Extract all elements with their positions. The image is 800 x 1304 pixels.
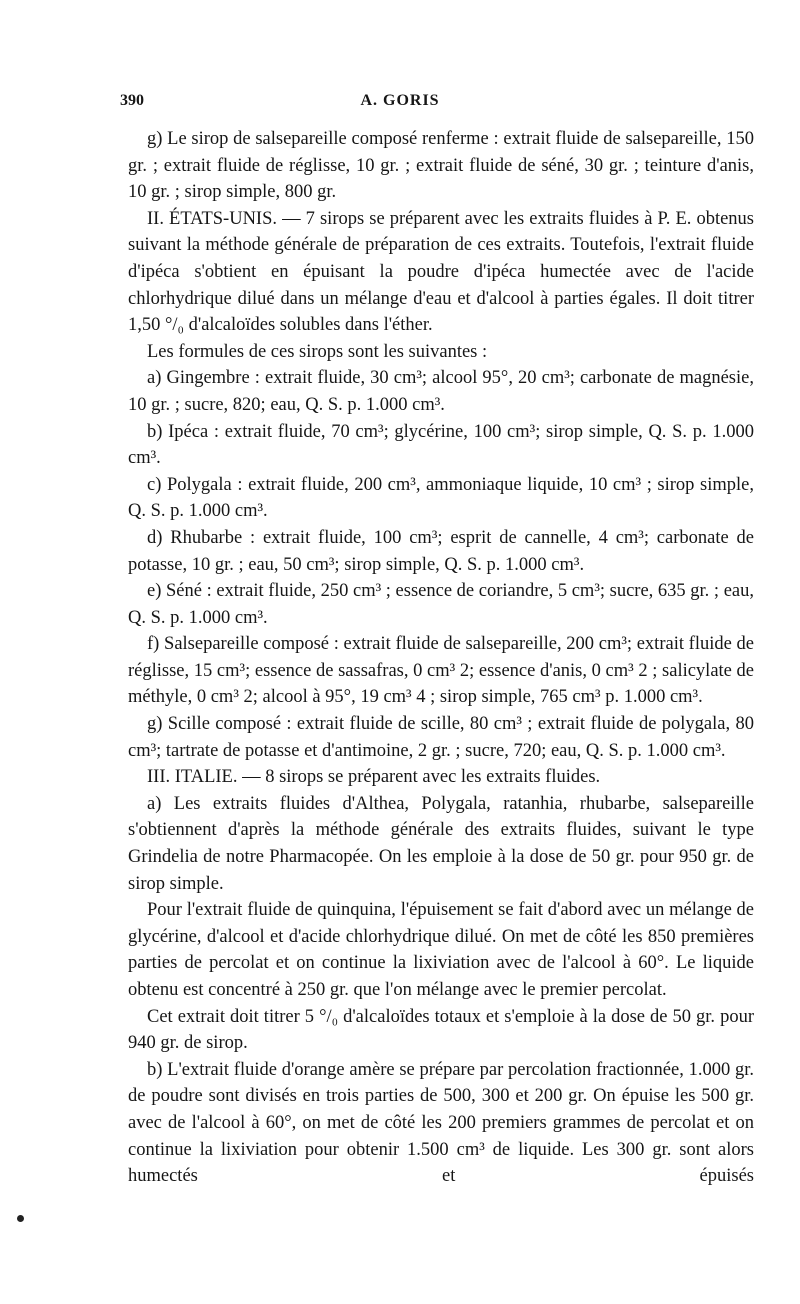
ink-dot-mark bbox=[17, 1215, 24, 1222]
paragraph-extraits-fluides: a) Les extraits fluides d'Althea, Polygala, ratanhia, rhubarbe, salsepareille s'obtiennent d'après la méthode générale des extraits fluides, suivant le type Grindelia de notre Pharmacopée. On les emploie à la dose de 50 gr. pour 950 gr. de sirop simple. bbox=[128, 793, 754, 894]
paragraph-sirop-salsepareille: g) Le sirop de salsepareille composé renferme : extrait fluide de salsepareille, 150 gr. ; extrait fluide de réglisse, 10 gr. ; extrait fluide de séné, 30 gr. ; teinture d'anis, 10 gr. ; sirop simple, 800 gr. bbox=[128, 129, 754, 203]
paragraph-polygala: c) Polygala : extrait fluide, 200 cm³, ammoniaque liquide, 10 cm³ ; sirop simple, Q. S. p. 1.000 cm³. bbox=[128, 474, 754, 522]
page-number: 390 bbox=[120, 92, 144, 109]
paragraph-rhubarbe: d) Rhubarbe : extrait fluide, 100 cm³; esprit de cannelle, 4 cm³; carbonate de potasse, 10 gr. ; eau, 50 cm³; sirop simple, Q. S. p. 1.000 cm³. bbox=[128, 527, 754, 575]
running-head: A. GORIS bbox=[360, 92, 440, 109]
paragraph-salsepareille-compose: f) Salsepareille composé : extrait fluide de salsepareille, 200 cm³; extrait fluide de réglisse, 15 cm³; essence de sassafras, 0 cm³ 2; essence d'anis, 0 cm³ 2 ; salicylate de méthyle, 0 cm³ 2; alcool à 95°, 19 cm³ 4 ; sirop simple, 765 cm³ p. 1.000 cm³. bbox=[128, 634, 754, 708]
paragraph-titrage: Cet extrait doit titrer 5 °/₀ d'alcaloïdes totaux et s'emploie à la dose de 50 gr. pour 940 gr. de sirop. bbox=[128, 1006, 754, 1054]
paragraph-quinquina: Pour l'extrait fluide de quinquina, l'épuisement se fait d'abord avec un mélange de glycérine, d'alcool et d'acide chlorhydrique dilué. On met de côté les 850 premières parties de percolat et on continue la lixiviation avec de l'alcool à 60°. Le liquide obtenu est concentré à 250 gr. que l'on mélange avec le premier percolat. bbox=[128, 900, 754, 1000]
paragraph-etats-unis: II. ÉTATS-UNIS. — 7 sirops se préparent avec les extraits fluides à P. E. obtenus suivant la méthode générale de préparation de ces extraits. Toutefois, l'extrait fluide d'ipéca s'obtient en épuisant la poudre d'ipéca humectée avec de l'acide chlorhydrique dilué dans un mélange d'eau et d'alcool à parties égales. Il doit titrer 1,50 °/₀ d'alcaloïdes solubles dans l'éther. bbox=[128, 208, 754, 336]
page-header bbox=[120, 92, 680, 114]
paragraph-gingembre: a) Gingembre : extrait fluide, 30 cm³; alcool 95°, 20 cm³; carbonate de magnésie, 10 gr. ; sucre, 820; eau, Q. S. p. 1.000 cm³. bbox=[128, 368, 754, 415]
page-body bbox=[128, 126, 754, 1190]
paragraph-formules-intro: Les formules de ces sirops sont les suivantes : bbox=[147, 341, 488, 362]
paragraph-italie: III. ITALIE. — 8 sirops se préparent avec les extraits fluides. bbox=[147, 767, 601, 788]
paragraph-sene: e) Séné : extrait fluide, 250 cm³ ; essence de coriandre, 5 cm³; sucre, 635 gr. ; eau, Q. S. p. 1.000 cm³. bbox=[128, 581, 754, 628]
paragraph-scille-compose: g) Scille composé : extrait fluide de scille, 80 cm³ ; extrait fluide de polygala, 80 cm³; tartrate de potasse et d'antimoine, 2 gr. ; sucre, 720; eau, Q. S. p. 1.000 cm³. bbox=[128, 714, 754, 761]
paragraph-ipeca: b) Ipéca : extrait fluide, 70 cm³; glycérine, 100 cm³; sirop simple, Q. S. p. 1.000 cm³. bbox=[128, 421, 754, 469]
paragraph-orange-amere: b) L'extrait fluide d'orange amère se prépare par percolation fractionnée, 1.000 gr. de poudre sont divisés en trois parties de 500, 300 et 200 gr. On épuise les 500 gr. avec de l'alcool à 60°, on met de côté les 200 premiers grammes de percolat et on continue la lixiviation pour obtenir 1.500 cm³ de liquide. Les 300 gr. sont alors humectés et épuisés bbox=[128, 1059, 754, 1187]
